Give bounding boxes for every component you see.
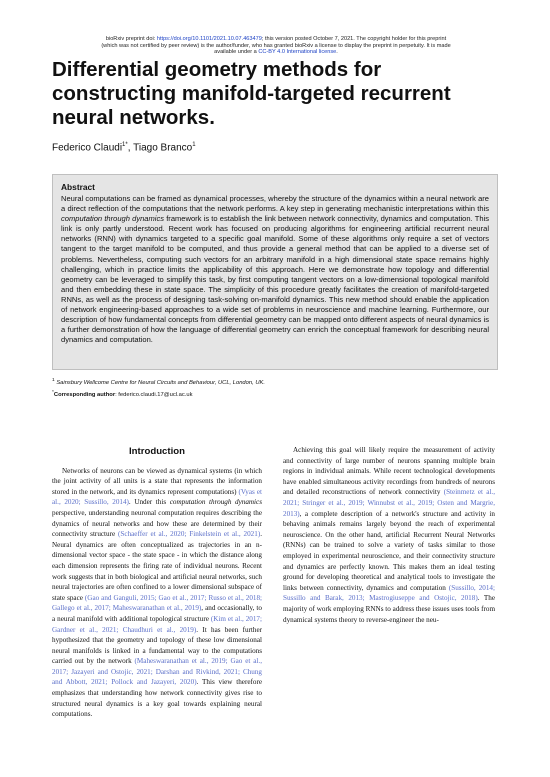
text-run: Networks of neurons can be viewed as dynamical systems (in which the joint activity of all units is a state that represents the information stored in the network, and its dynamics represent computations) (52, 466, 262, 496)
text-run: . Under this (128, 498, 170, 507)
citation-link[interactable]: (Vyas et al., 2020; Sussillo, 2014) (52, 487, 262, 507)
license-link[interactable]: CC-BY 4.0 International license (258, 49, 337, 56)
citation-link[interactable]: (Schaeffer et al., 2020; Finkelstein et al., 2021) (118, 530, 261, 539)
text-run: . The majority of work employing RNNs to address these issues uses tools from dynamical systems theory to reverse-engineer the neu- (283, 594, 495, 624)
citation-link[interactable]: (Steinmetz et al., 2021; Stringer et al., 2019; Winnubst et al., 2019; Osten and Margrie, 2013) (283, 488, 495, 518)
corresponding-mark: * (52, 389, 54, 395)
institution: Sainsbury Wellcome Centre for Neural Circuits and Behaviour, UCL, London, UK. (56, 379, 265, 386)
corresponding-line (52, 388, 498, 400)
affiliations (52, 376, 498, 400)
author-name: Federico Claudi (52, 142, 123, 154)
paragraph (52, 466, 262, 720)
text-run: . This view therefore emphasizes that understanding how network connectivity gives rise to structured neural dynamics is a key goal towards explaining neural computations. (52, 678, 262, 719)
abstract-emphasis: computation through dynamics (61, 214, 164, 224)
abstract-box (52, 174, 498, 370)
paper-title: Differential geometry methods for constructing manifold-targeted recurrent neural networks. (52, 58, 451, 129)
text-run: , and occasionally, to a neural manifold with additional topological structure (52, 604, 262, 623)
affiliation-mark: 1 (52, 378, 55, 383)
author-list (52, 142, 196, 153)
citation-link[interactable]: (Maheswaranathan et al., 2019; Gao et al., 2017; Jazayeri and Ostojic, 2021; Darshan and Rivkind, 2021; Chung and Abbott, 2021; Pollock and Jazayeri, 2020) (52, 657, 262, 687)
banner-text: bioRxiv preprint doi: (105, 36, 157, 42)
body-column-left (52, 445, 262, 720)
banner-text: . (336, 49, 338, 56)
text-run: . Neural dynamics are often conceptualized as trajectories in an n-dimensional vector space - the state space - in which the distance along each dimension represents the firing rate of individual neurons. Recent work suggests that in both biological and artificial neural networks, such neural trajectories are often confined to a lower dimensional subspace of state space (52, 530, 262, 602)
author-affiliation-mark: 1* (122, 142, 128, 148)
citation-link[interactable]: (Gao and Ganguli, 2015; Gao et al., 2017; Russo et al., 2018; Gallego et al., 2017; Maheswaranathan et al., 2019) (52, 593, 263, 613)
emphasis: computation through dynamics (169, 498, 262, 507)
body-column-right (283, 445, 495, 625)
banner-text: available under a (214, 49, 257, 56)
paragraph (283, 445, 495, 625)
abstract-text (61, 194, 489, 345)
banner-line-3 (20, 49, 532, 56)
banner-line-1 (20, 36, 532, 43)
text-run: Achieving this goal will likely require the measurement of activity and connectivity of large number of neurons spanning multiple brain regions in individual animals. While recent technological developments have enabled simultaneous activity recordings from hundreds of neurons and detailed reconstructions of network connectivity (283, 446, 495, 497)
text-run: . It has been further hypothesized that the geometry and topology of these low dimensional neural manifolds is linked in a fundamental way to the computations carried out by the network (52, 625, 263, 666)
text-run: , a complete description of a network's structure and activity in behaving animals remains largely beyond the reach of experimental neuroscience. On the other hand, artificial Recurrent Neural Networks (RNNs) can be trained to solve a variety of tasks similar to those employed in experimental neuroscience, and their connectivity structure and dynamics are perfectly known. This makes them an ideal testing ground for developing theoretical and analytical tools to investigate the links between connectivity, dynamics and computation (283, 509, 495, 592)
affiliation-line (52, 376, 498, 388)
text-run: perspective, understanding neuronal computation requires describing the dynamics of neural networks and how these are determined by their connectivity structure (52, 508, 262, 539)
abstract-heading: Abstract (61, 182, 95, 192)
corresponding-label: Corresponding author (53, 391, 116, 398)
doi-link[interactable]: https://doi.org/10.1101/2021.10.07.463479 (156, 36, 262, 42)
abstract-text-part: Neural computations can be framed as dynamical processes, whereby the structure of the dynamics within a neural network are a direct reflection of the computations that the network performs. A key step in generating mechanistic interpretations within this (61, 194, 489, 214)
banner-text: ; this version posted October 7, 2021. The copyright holder for this preprint (261, 36, 447, 42)
citation-link[interactable]: (Kim et al., 2017; Gardner et al., 2021; Chaudhuri et al., 2019) (52, 614, 262, 634)
author-separator: , (127, 142, 134, 154)
preprint-banner (20, 36, 532, 56)
citation-link[interactable]: (Sussillo, 2014; Sussillo and Barak, 2013; Mastrogiuseppe and Ostojic, 2018) (283, 583, 495, 603)
abstract-text-part: framework is to establish the link between network connectivity, dynamics and computation. This link is only partly understood. Recent work has focused on producing algorithms for engineering artificial recurrent neural networks (RNN) with dynamics targeted to a specific goal manifold. Some of these algorithms only require a set of vectors tangent to the target manifold to be computed, and thus provide a general method that can be applied to a diverse set of problems. Nevertheless, computing such vectors for an arbitrary manifold in a high dimensional state space remains highly challenging, which in practice limits the applicability of this approach. Here we demonstrate how topology and differential geometry can be leveraged to simplify this task, by first computing tangent vectors on a low-dimensional topological manifold and then embedding these in state space. The simplicity of this procedure greatly facilitates the creation of manifold-targeted RNNs, as well as the process of designing task-solving on-manifold dynamics. This new method should enable the application of network engineering-based approaches to a wide set of problems in neuroscience and machine learning. Furthermore, our description of how fundamental concepts from differential geometry can be mapped onto different aspects of neural dynamics is a further demonstration of how the language of differential geometry can enrich the conceptual framework for describing neural dynamics and computation. (61, 214, 489, 345)
author-affiliation-mark: 1 (192, 142, 196, 148)
banner-line-2: (which was not certified by peer review) is the author/funder, who has granted bioRxiv a license to display the preprint in perpetuity. It is made (101, 42, 451, 49)
section-heading-introduction: Introduction (129, 446, 185, 457)
author-name: Tiago Branco (133, 142, 193, 154)
corresponding-email: : federico.claudi.17@ucl.ac.uk (115, 391, 193, 398)
